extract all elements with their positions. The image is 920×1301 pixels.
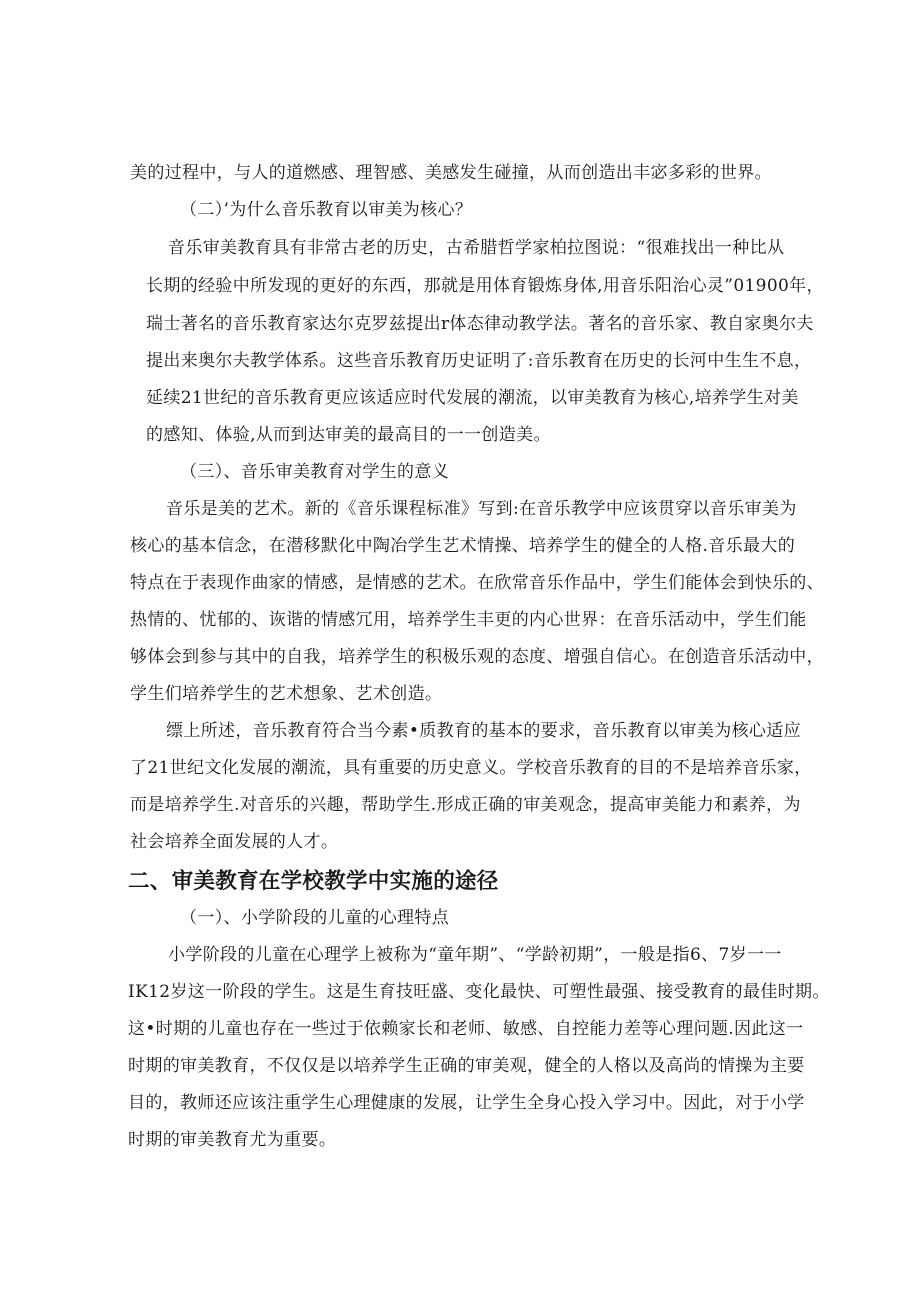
text-line: 小学阶段的儿童在心理学上被称为“童年期”、“学龄初期”，一般是指6、7岁一一 — [168, 945, 782, 965]
text-line: 而是培养学生.对音乐的兴趣，帮助学生.形成正确的审美观念，提高审美能力和素养，为 — [130, 795, 801, 815]
text-line: 提出来奥尔夫教学体系。这些音乐教育历史证明了:音乐教育在历史的长河中生生不息， — [146, 351, 812, 371]
text-line: 瑞士著名的音乐教育家达尔克罗兹提出r体态律动教学法。著名的音乐家、教自家奥尔夫 — [146, 314, 814, 334]
section-subheading: （三）、音乐审美教育对学生的意义 — [180, 462, 450, 482]
text-line: 音乐是美的艺术。新的《音乐课程标准》写到:在音乐教学中应该贯穿以音乐审美为 — [166, 499, 797, 519]
text-line: IK12岁这一阶段的学生。这是生育技旺盛、变化最快、可塑性最强、接受教育的最佳时期。 — [128, 982, 830, 1002]
text-line: 美的过程中，与人的道燃感、理智感、美感发生碰撞，从而创造出丰宓多彩的世界。 — [130, 163, 772, 183]
text-line: 这•时期的儿童也存在一些过于依赖家长和老师、敏感、自控能力差等心理问题.因此这一 — [128, 1019, 804, 1039]
text-line: 特点在于表现作曲家的情感，是情感的艺术。在欣常音乐作品中，学生们能体会到快乐的、 — [130, 573, 824, 593]
text-line: 核心的基本信念，在潜移默化中陶冶学生艺术情操、培养学生的健全的人格.音乐最大的 — [130, 536, 796, 556]
text-line: 时期的审美教育，不仅仅是以培养学生正确的审美观，健全的人格以及高尚的情操为主要 — [128, 1056, 805, 1076]
section-subheading: （二）’为什么音乐教育以审美为核心？ — [180, 200, 473, 220]
text-line: 长期的经验中所发现的更好的东西，那就是用体育锻炼身体,用音乐阳治心灵”01900年， — [146, 276, 824, 296]
text-line: 目的，教师还应该注重学生心理健康的发展，让学生全身心投入学习中。因此，对于小学 — [128, 1093, 805, 1113]
text-line: 延续21世纪的音乐教育更应该适应时代发展的潮流，以审美教育为核心,培养学生对美 — [146, 388, 799, 408]
text-line: 热情的、忧郁的、诙谐的情感冗用，培养学生丰更的内心世界：在音乐活动中，学生们能 — [130, 610, 807, 630]
text-line: 了21世纪文化发展的潮流，具有重要的历史意义。学校音乐教育的目的不是培养音乐家， — [130, 758, 812, 778]
section-subheading: （一）、小学阶段的儿童的心理特点 — [180, 908, 450, 928]
text-line: 音乐审美教育具有非常古老的历史，古希腊哲学家柏拉图说：“很难找出一种比从 — [168, 238, 785, 258]
text-line: 学生们培养学生的艺术想象、艺术创造。 — [130, 684, 443, 704]
text-line: 的感知、体验,从而到达审美的最高目的一一创造美。 — [146, 425, 551, 445]
text-line: 够体会到参与其中的自我，培养学生的积极乐观的态度、增强自信心。在创造音乐活动中， — [130, 647, 824, 667]
chapter-heading: 二、审美教育在学校教学中实施的途径 — [128, 869, 499, 894]
text-line: 缥上所述，音乐教育符合当今素•质教育的基本的要求，音乐教育以审美为核心适应 — [166, 721, 801, 741]
text-line: 时期的审美教育尤为重要。 — [128, 1130, 337, 1150]
text-line: 社会培养全面发展的人才。 — [130, 832, 339, 852]
